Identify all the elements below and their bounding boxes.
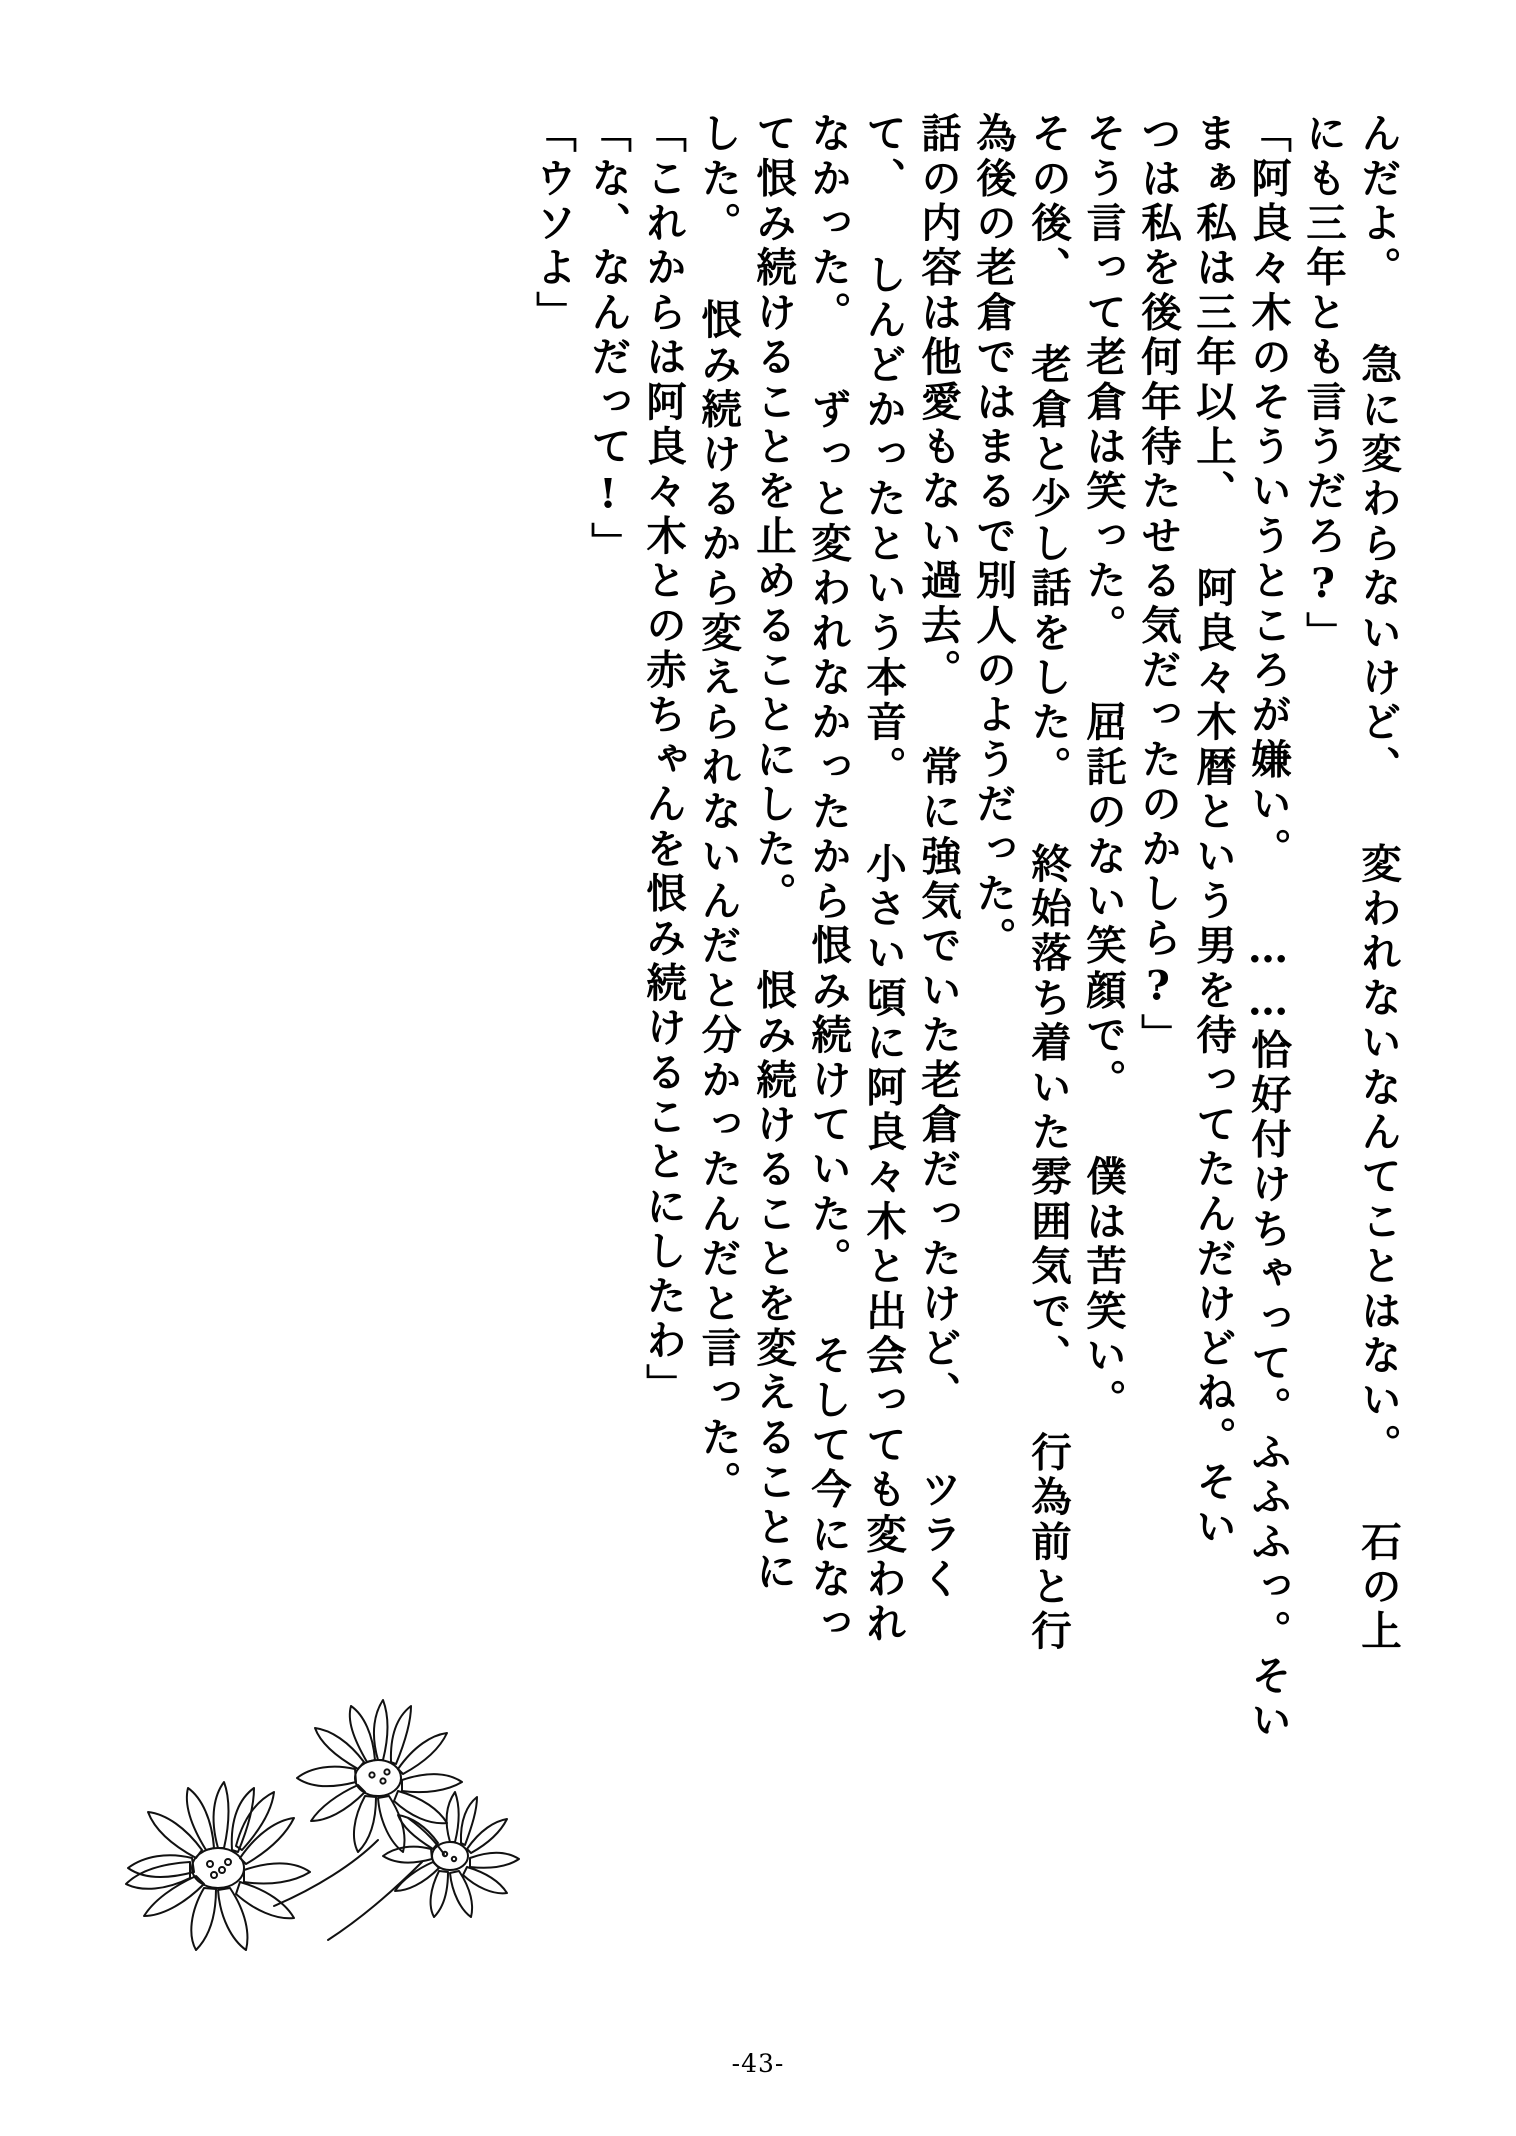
text-column: て恨み続けることを止めることにした。 恨み続けることを変えることに (749, 112, 797, 1595)
text-column: つは私を後何年待たせる気だったのかしら?」 (1134, 112, 1182, 1059)
text-column: した。 恨み続けるから変えられないんだと分かったんだと言った。 (694, 112, 742, 1506)
text-column: その後、 老倉と少し話をした。 終始落ち着いた雰囲気で、 行為前と行 (1024, 112, 1072, 1655)
vertical-text-block (108, 112, 1402, 1982)
page-number: -43- (731, 2049, 785, 2078)
text-column: なかった。 ずっと変われなかったから恨み続けていた。 そして今になっ (804, 112, 852, 1647)
text-column: そう言って老倉は笑った。 屈託のない笑顔で。 僕は苦笑い。 (1079, 112, 1127, 1424)
text-column: 「ウソよ」 (529, 112, 577, 336)
text-column: 為後の老倉ではまるで別人のようだった。 (969, 112, 1017, 962)
text-column: 「な、なんだって!」 (584, 112, 632, 567)
text-column: て、 しんどかったという本音。 小さい頃に阿良々木と出会っても変われ (859, 112, 907, 1647)
text-column: んだよ。 急に変わらないけど、 変われないなんてことはない。 石の上 (1354, 112, 1402, 1655)
text-column: 話の内容は他愛もない過去。 常に強気でいた老倉だったけど、 ツラく (914, 112, 962, 1603)
text-column: 「これからは阿良々木との赤ちゃんを恨み続けることにしたわ」 (639, 112, 687, 1409)
text-column: にも三年とも言うだろ?」 (1299, 112, 1347, 656)
text-column: まぁ私は三年以上、 阿良々木暦という男を待ってたんだけどね。そい (1189, 112, 1237, 1550)
text-column: 「阿良々木のそういうところが嫌い。 ……恰好付けちゃって。ふふふっ。そい (1244, 112, 1292, 1744)
